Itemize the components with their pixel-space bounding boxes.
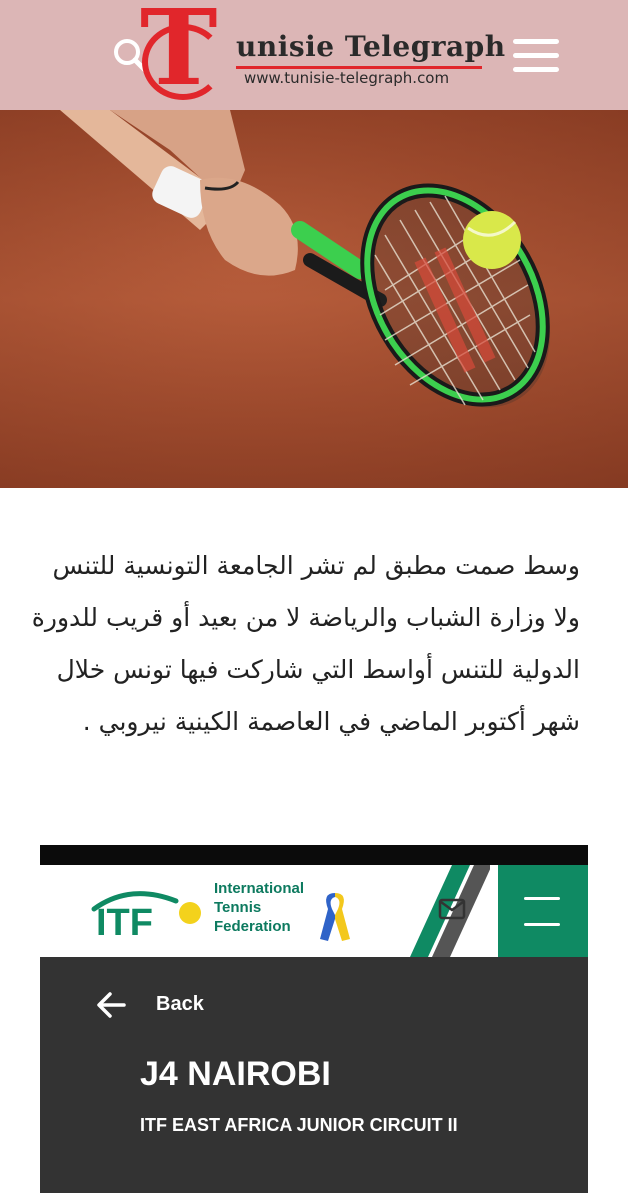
itf-logo-icon[interactable] — [90, 883, 206, 943]
hero-image — [0, 110, 628, 488]
logo-name: unisie Telegraph — [236, 30, 506, 63]
article-paragraph: وسط صمت مطبق لم تشر الجامعة التونسية للتنس ولا وزارة الشباب والرياضة لا من بعيد أو قريب للدورة الدولية للتنس أواسط التي شاركت فيها تونس خلال شهر أكتوبر الماضي في العاصمة الكينية نيروبي . — [31, 551, 580, 736]
embed-top-bar — [40, 845, 588, 865]
tennis-racket-image — [0, 110, 628, 488]
itf-header — [40, 865, 588, 957]
site-header — [0, 0, 628, 110]
arrow-left-icon — [96, 991, 126, 1019]
federation-line-1: International — [214, 880, 305, 897]
logo-initial: T — [140, 0, 218, 109]
decorative-stripes — [370, 865, 490, 957]
site-logo[interactable] — [140, 0, 506, 109]
federation-name — [214, 879, 304, 936]
logo-url: www.tunisie-telegraph.com — [244, 69, 450, 87]
event-subtitle: ITF EAST AFRICA JUNIOR CIRCUIT II — [140, 1115, 458, 1135]
itf-menu-icon[interactable] — [498, 865, 588, 957]
hamburger-menu-icon[interactable] — [513, 39, 559, 73]
itf-page-screenshot — [40, 845, 588, 1193]
itf-logo-text: ITF — [96, 902, 153, 943]
mail-icon[interactable] — [438, 897, 466, 921]
federation-line-3: Federation — [214, 918, 291, 935]
back-label: Back — [156, 993, 204, 1015]
federation-line-2: Tennis — [214, 899, 262, 916]
event-title: J4 NAIROBI — [140, 1055, 331, 1093]
ukraine-ribbon-icon — [318, 889, 352, 943]
